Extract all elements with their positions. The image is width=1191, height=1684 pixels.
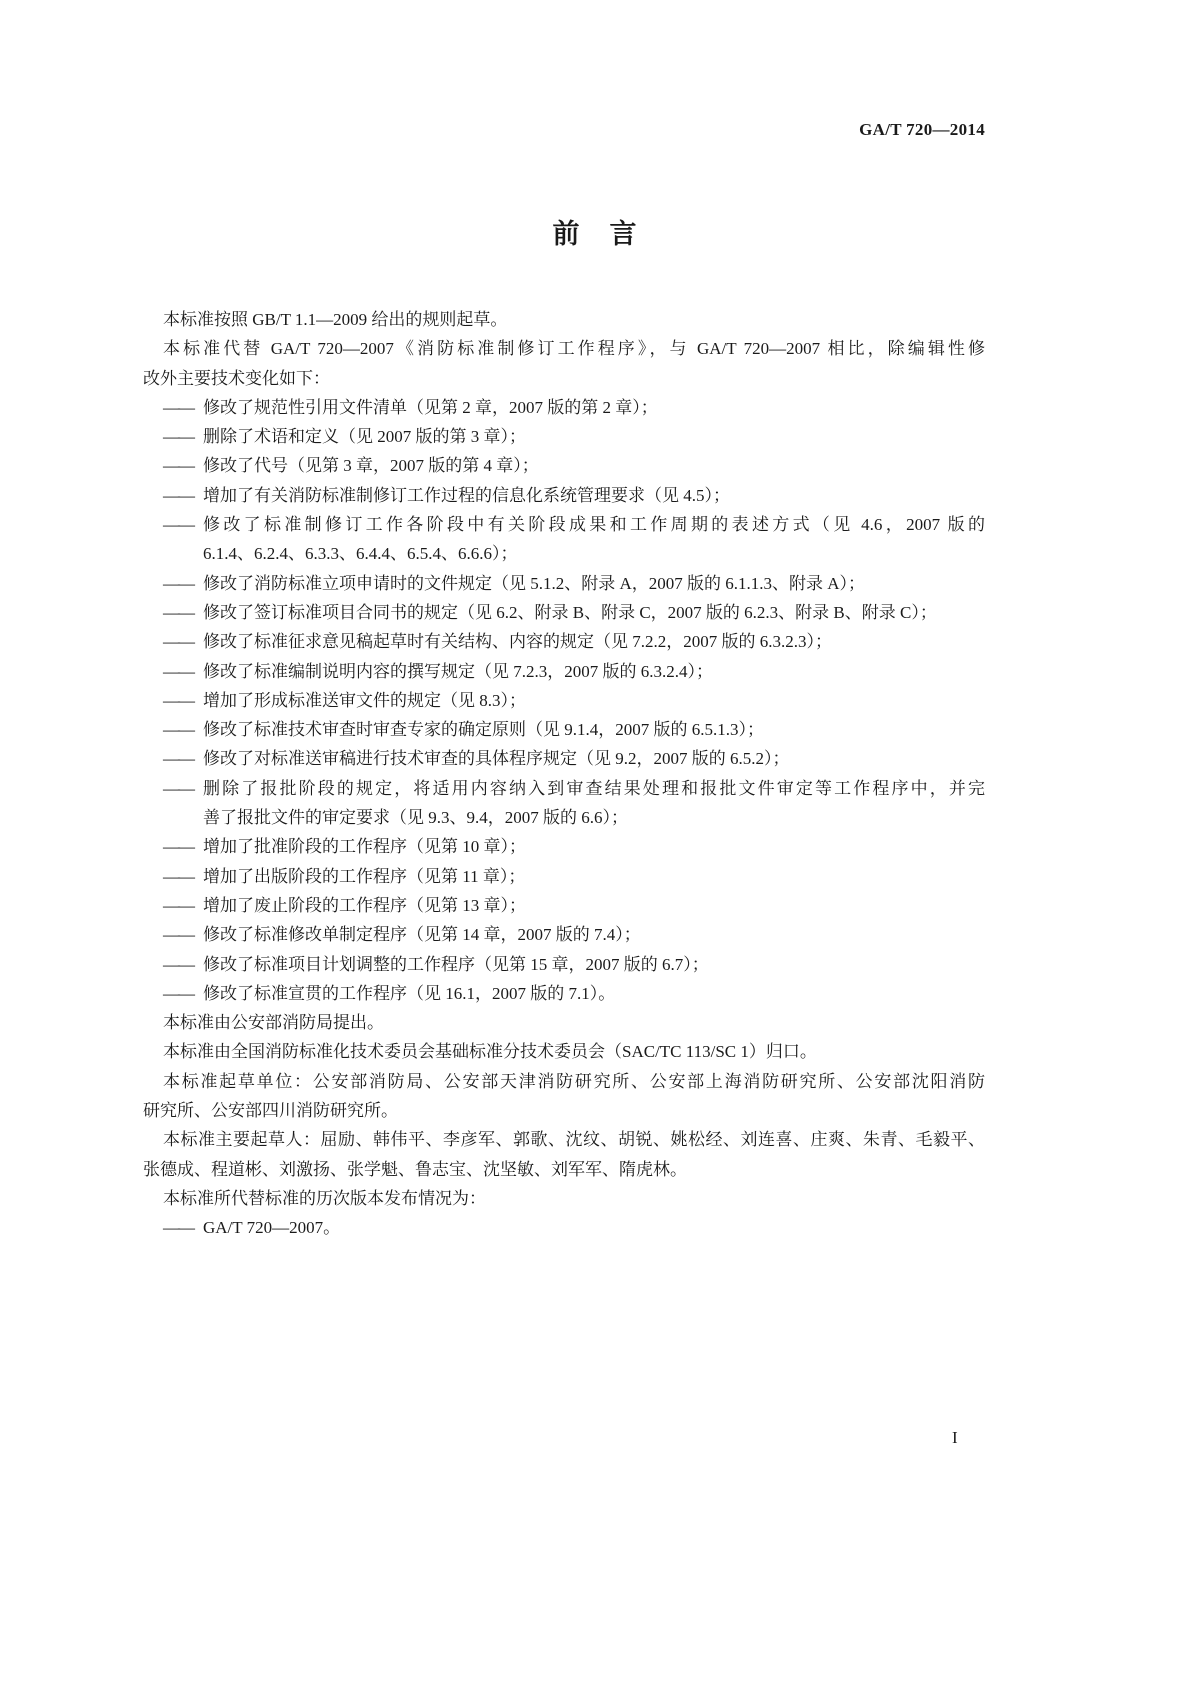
dash-bullet: —— (163, 456, 193, 476)
line-text: 改外主要技术变化如下： (143, 368, 330, 388)
dash-bullet: —— (163, 632, 193, 652)
line-text: 本标准所代替标准的历次版本发布情况为： (163, 1188, 486, 1208)
change-list-item-line (143, 950, 985, 979)
dash-bullet: —— (163, 602, 193, 622)
paragraph-line (143, 1008, 985, 1037)
dash-bullet: —— (163, 515, 193, 535)
dash-bullet: —— (163, 954, 193, 974)
standard-code: GA/T 720—2014 (859, 120, 985, 139)
change-list-item-line (143, 744, 985, 773)
line-text: 修改了规范性引用文件清单（见第 2 章，2007 版的第 2 章）； (203, 397, 658, 417)
dash-bullet: —— (163, 661, 193, 681)
paragraph-line (143, 364, 985, 393)
dash-bullet: —— (163, 778, 193, 798)
line-text: 修改了对标准送审稿进行技术审查的具体程序规定（见 9.2，2007 版的 6.5.2）； (203, 749, 790, 769)
dash-bullet: —— (163, 720, 193, 740)
line-text: 善了报批文件的审定要求（见 9.3、9.4，2007 版的 6.6）； (203, 808, 628, 828)
line-text: 修改了签订标准项目合同书的规定（见 6.2、附录 B、附录 C，2007 版的 6.2.3、附录 B、附录 C）； (203, 602, 937, 622)
line-text: 增加了废止阶段的工作程序（见第 13 章）； (203, 895, 526, 915)
change-list-item-line (143, 393, 985, 422)
dash-bullet: —— (163, 983, 193, 1003)
change-list-item-line (143, 891, 985, 920)
change-list-item-line (143, 862, 985, 891)
page-title (0, 212, 1191, 251)
line-text: 本标准按照 GB/T 1.1—2009 给出的规则起草。 (163, 310, 508, 329)
line-text: 张德成、程道彬、刘激扬、张学魁、鲁志宝、沈坚敏、刘军军、隋虎林。 (143, 1159, 687, 1179)
paragraph-line (143, 305, 985, 334)
change-list-item-line (143, 774, 985, 803)
dash-bullet: —— (163, 866, 193, 886)
line-text: 修改了代号（见第 3 章，2007 版的第 4 章）； (203, 456, 539, 476)
line-text: 修改了标准征求意见稿起草时有关结构、内容的规定（见 7.2.2，2007 版的 6.3.2.3）； (203, 632, 832, 652)
change-list-item-line (143, 451, 985, 480)
dash-bullet: —— (163, 427, 193, 447)
paragraph-line (143, 1184, 985, 1213)
paragraph-line (143, 1155, 985, 1184)
dash-bullet: —— (163, 1218, 193, 1238)
paragraph-line (143, 334, 985, 363)
dash-bullet: —— (163, 837, 193, 857)
line-text: 修改了标准技术审查时审查专家的确定原则（见 9.1.4，2007 版的 6.5.1.3）； (203, 720, 764, 740)
line-text: 本标准代替 GA/T 720—2007《消防标准制修订工作程序》，与 GA/T 720—2007 相比，除编辑性修 (163, 339, 985, 359)
paragraph-line (143, 1067, 985, 1096)
paragraph-line (143, 1037, 985, 1066)
line-text: 增加了形成标准送审文件的规定（见 8.3）； (203, 690, 526, 710)
change-list-item-line (143, 715, 985, 744)
line-text: GA/T 720—2007。 (203, 1218, 341, 1238)
change-list-item-line (143, 510, 985, 539)
dash-bullet: —— (163, 925, 193, 945)
paragraph-line (143, 1096, 985, 1125)
change-list-item-line (143, 832, 985, 861)
line-text: 本标准起草单位：公安部消防局、公安部天津消防研究所、公安部上海消防研究所、公安部沈阳消防 (163, 1071, 985, 1091)
dash-bullet: —— (163, 397, 193, 417)
line-text: 修改了标准编制说明内容的撰写规定（见 7.2.3，2007 版的 6.3.2.4）； (203, 661, 713, 681)
line-text: 修改了标准制修订工作各阶段中有关阶段成果和工作周期的表述方式（见 4.6，2007 版的 (203, 515, 985, 535)
change-list-item-line (143, 657, 985, 686)
change-list-item-line (143, 569, 985, 598)
line-text: 修改了标准宣贯的工作程序（见 16.1，2007 版的 7.1）。 (203, 983, 616, 1003)
change-list-item-line (143, 920, 985, 949)
page-number: I (952, 1428, 958, 1447)
line-text: 本标准由公安部消防局提出。 (163, 1013, 384, 1033)
line-text: 本标准主要起草人：屈励、韩伟平、李彦军、郭歌、沈纹、胡锐、姚松经、刘连喜、庄爽、朱青、毛毅平、 (163, 1130, 985, 1150)
change-list-item-line (143, 627, 985, 656)
page-title-char: 前 (552, 219, 582, 249)
line-text: 修改了标准项目计划调整的工作程序（见第 15 章，2007 版的 6.7）； (203, 954, 709, 974)
change-list-item-line (143, 598, 985, 627)
line-text: 增加了批准阶段的工作程序（见第 10 章）； (203, 837, 526, 857)
preface-body (143, 305, 985, 1243)
line-text: 本标准由全国消防标准化技术委员会基础标准分技术委员会（SAC/TC 113/SC 1）归口。 (163, 1042, 817, 1062)
change-list-item-line (143, 539, 985, 568)
line-text: 增加了出版阶段的工作程序（见第 11 章）； (203, 866, 526, 886)
line-text: 研究所、公安部四川消防研究所。 (143, 1101, 398, 1121)
dash-bullet: —— (163, 749, 193, 769)
paragraph-line (143, 1125, 985, 1154)
dash-bullet: —— (163, 573, 193, 593)
line-text: 删除了报批阶段的规定，将适用内容纳入到审查结果处理和报批文件审定等工作程序中，并完 (203, 778, 985, 798)
line-text: 删除了术语和定义（见 2007 版的第 3 章）； (203, 427, 526, 447)
change-list-item-line (143, 422, 985, 451)
line-text: 修改了标准修改单制定程序（见第 14 章，2007 版的 7.4）； (203, 925, 641, 945)
change-list-item-line (143, 979, 985, 1008)
dash-bullet: —— (163, 485, 193, 505)
line-text: 增加了有关消防标准制修订工作过程的信息化系统管理要求（见 4.5）； (203, 485, 730, 505)
change-list-item-line (143, 686, 985, 715)
change-list-item-line (143, 1213, 985, 1242)
dash-bullet: —— (163, 690, 193, 710)
change-list-item-line (143, 481, 985, 510)
line-text: 修改了消防标准立项申请时的文件规定（见 5.1.2、附录 A，2007 版的 6.1.1.3、附录 A）； (203, 573, 866, 593)
page-title-char: 言 (609, 219, 639, 249)
dash-bullet: —— (163, 895, 193, 915)
change-list-item-line (143, 803, 985, 832)
line-text: 6.1.4、6.2.4、6.3.3、6.4.4、6.5.4、6.6.6）； (203, 544, 518, 564)
